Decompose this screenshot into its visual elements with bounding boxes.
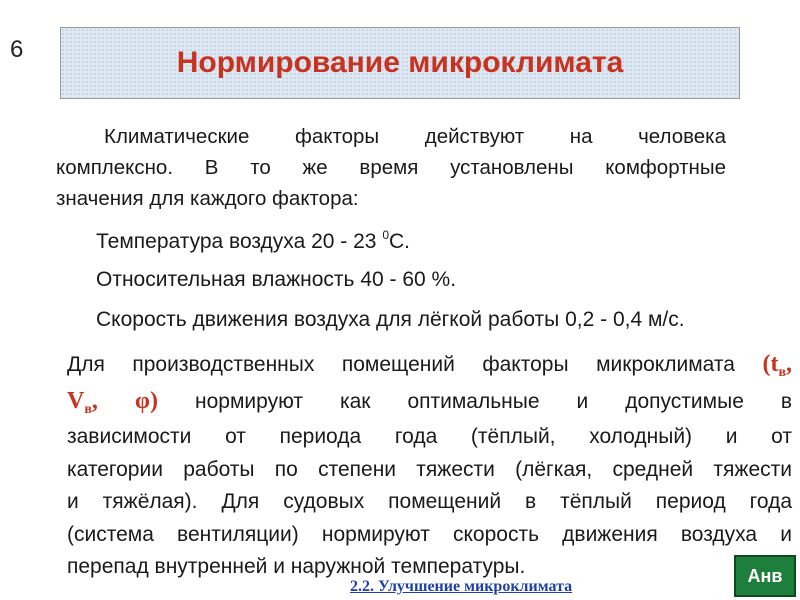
title-banner xyxy=(60,27,740,99)
factor-temperature-unit: С. xyxy=(389,230,410,253)
factor-air-speed: Скорость движения воздуха для лёгкой работы 0,2 - 0,4 м/с. xyxy=(96,308,685,331)
paragraph-line-7: перепад внутренней и наружной температуры. xyxy=(67,555,526,578)
intro-line-1: Климатические факторы действуют на человека xyxy=(104,125,726,148)
intro-paragraph xyxy=(56,121,726,214)
paragraph-line-3: зависимости от периода года (тёплый, холодный) и от xyxy=(67,425,792,448)
paragraph-line-6: (система вентиляции) нормируют скорость движения воздуха и xyxy=(67,522,792,546)
intro-line-2: комплексно. В то же время установлены комфортные xyxy=(56,156,726,179)
slide-title: Нормирование микроклимата xyxy=(176,46,624,79)
intro-line-3: значения для каждого фактора: xyxy=(56,187,359,210)
paragraph-line-1 xyxy=(67,348,792,385)
slide-number: 6 xyxy=(10,36,24,63)
paragraph-line-2 xyxy=(67,385,792,422)
nav-link-improve-microclimate[interactable]: 2.2. Улучшение микроклимата xyxy=(350,578,573,595)
paragraph-line-5: и тяжёлая). Для судовых помещений в тёплый период года xyxy=(67,490,792,513)
anv-button[interactable]: Анв xyxy=(734,555,796,597)
paragraph-line-1-text: Для производственных помещений факторы микроклимата xyxy=(67,353,763,376)
paragraph-line-4: категории работы по степени тяжести (лёгкая, средней тяжести xyxy=(67,457,792,481)
production-paragraph xyxy=(67,348,792,584)
factor-temperature-text: Температура воздуха 20 - 23 xyxy=(96,230,383,253)
factor-temperature xyxy=(96,230,410,254)
symbol-v-phi: $V_в$, φ) xyxy=(67,387,159,417)
paragraph-line-2-text: нормируют как оптимальные и допустимые в xyxy=(158,389,793,413)
factor-humidity: Относительная влажность 40 - 60 %. xyxy=(96,268,457,291)
degree-superscript: 0 xyxy=(382,228,389,242)
symbol-t: ($t_в$, xyxy=(762,351,792,380)
